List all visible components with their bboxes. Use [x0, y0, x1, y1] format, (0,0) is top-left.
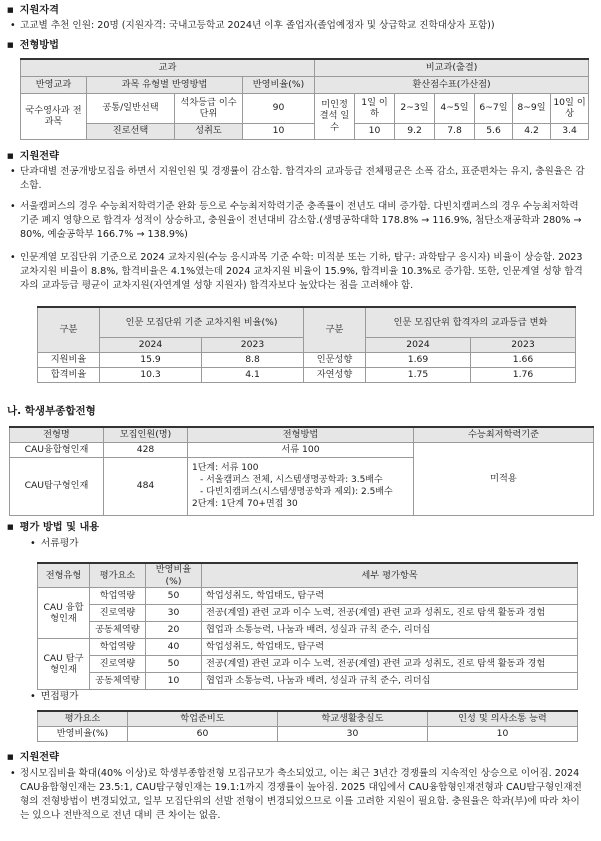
header-score-table: 환산점수표(가산점) [315, 76, 589, 93]
header-cross-ratio: 인문 모집단위 기준 교차지원 비율(%) [100, 307, 304, 337]
document-eval-subtitle: • 서류평가 [30, 537, 79, 551]
year-2023: 2023 [202, 337, 304, 352]
absent-col: 8~9일 [513, 93, 551, 123]
method-table [20, 58, 589, 140]
header-name: 전형명 [10, 427, 104, 442]
section-eligibility-title: ■ 지원자격 [7, 4, 59, 19]
detail: 전공(계열) 관련 교과 이수 노력, 전공(계열) 관련 교과 성취도, 진로 탐색 활동과 경험 [202, 656, 578, 673]
ratio: 50 [146, 656, 202, 673]
comprehensive-table [9, 426, 594, 516]
row2-method [188, 457, 414, 515]
ratio: 40 [146, 639, 202, 656]
element: 진로역량 [90, 605, 146, 622]
document-eval-table [37, 562, 578, 690]
absent-val: 5.6 [475, 123, 513, 139]
row2-ratio: 10 [243, 123, 315, 139]
cell: 8.8 [202, 352, 304, 367]
header-ratio: 반영비율(%) [243, 76, 315, 93]
cell: 1.66 [471, 352, 576, 367]
section-strategy2-title: ■ 지원전략 [7, 751, 59, 766]
absent-label: 미인정 결석 일수 [315, 93, 355, 139]
row1-ratio: 90 [243, 93, 315, 123]
ratio: 50 [146, 588, 202, 605]
row1-count: 428 [104, 442, 188, 457]
cell: 1.69 [366, 352, 471, 367]
header-min-criteria: 수능최저학력기준 [414, 427, 594, 442]
ratio-label: 반영비율(%) [38, 726, 128, 741]
cell: 10.3 [100, 367, 202, 382]
absent-val: 9.2 [395, 123, 435, 139]
strategy-bullet-3: • 인문계열 모집단위 기준으로 2024 교차지원(수능 응시과목 기준 수학: 미적분 또는 기하, 탐구: 과학탐구 응시자) 비율이 상승함. 2023 교차지원 비율이 8.8%, 합격비율은 4.1%였는데 2024 교차지원 비율이 15.9%, 합격비율 10.3%로 증가함. 또한, 인문계열 성향 합격자의 교과등급 평균이 교차지원(자연계열 성향 지원자) 합격자보다 높았다는 점을 고려해야 함. [20, 251, 587, 293]
ratio-school-life: 30 [278, 726, 428, 741]
header-bigyogwa: 비교과(출결) [315, 59, 589, 76]
absent-col: 1일 이하 [355, 93, 395, 123]
detail: 협업과 소통능력, 나눔과 배려, 성실과 규칙 준수, 리더십 [202, 622, 578, 639]
cross-apply-table [37, 306, 576, 383]
detail: 협업과 소통능력, 나눔과 배려, 성실과 규칙 준수, 리더십 [202, 673, 578, 690]
header-readiness: 학업준비도 [128, 711, 278, 726]
year-2024: 2024 [366, 337, 471, 352]
header-type: 전형유형 [38, 563, 90, 588]
cell: 15.9 [100, 352, 202, 367]
year-2024: 2024 [100, 337, 202, 352]
header-count: 모집인원(명) [104, 427, 188, 442]
row2-type: 진로선택 [87, 123, 175, 139]
year-2023: 2023 [471, 337, 576, 352]
header-grade-change: 인문 모집단위 합격자의 교과등급 변화 [366, 307, 576, 337]
section-method-title: ■ 전형방법 [7, 39, 59, 54]
davinci-campus-line: - 다빈치캠퍼스(시스템생명공학과 제외): 2.5배수 [200, 487, 393, 497]
row2-name: CAU탐구형인재 [10, 457, 104, 515]
strategy-bullet-1: • 단과대별 전공개방모집을 하면서 지원인원 및 경쟁률이 감소함. 합격자의 교과등급 전체평균은 소폭 감소, 표준편차는 유지, 충원율은 감소함. [20, 165, 587, 193]
strategy-bullet-2: • 서울캠퍼스의 경우 수능최저학력기준 완화 등으로 수능최저학력기준 충족률이 전년도 대비 증가함. 다빈치캠퍼스의 경우 수능최저학력기준 폐지 영향으로 합격자 성적이 상승하고, 충원율이 전년대비 감소함.(생명공학대학 178.8% → 116.9%, 첨단소재공학과 280% → 80%, 예술공학부 166.7% → 138.9%) [20, 200, 587, 242]
element: 학업역량 [90, 639, 146, 656]
ratio-readiness: 60 [128, 726, 278, 741]
cell: 1.75 [366, 367, 471, 382]
cell: 1.76 [471, 367, 576, 382]
row1-method: 석차등급 이수단위 [175, 93, 243, 123]
absent-val: 4.2 [513, 123, 551, 139]
header-kyogwa: 교과 [21, 59, 315, 76]
row-label: 자연성향 [304, 367, 366, 382]
interview-eval-subtitle: • 면접평가 [30, 690, 79, 704]
header-character: 인성 및 의사소통 능력 [428, 711, 578, 726]
min-criteria-value: 미적용 [414, 442, 594, 515]
detail: 전공(계열) 관련 교과 이수 노력, 전공(계열) 관련 교과 성취도, 진로 탐색 활동과 경험 [202, 605, 578, 622]
header-type-method: 과목 유형별 반영방법 [87, 76, 243, 93]
interview-eval-table [37, 710, 578, 742]
absent-col: 6~7일 [475, 93, 513, 123]
stage2-line: 2단계: 1단계 70+면접 30 [192, 499, 298, 510]
detail: 학업성취도, 학업태도, 탐구력 [202, 639, 578, 656]
header-gubun-right: 구분 [304, 307, 366, 352]
absent-col: 4~5일 [435, 93, 475, 123]
header-element: 평가요소 [90, 563, 146, 588]
row-label: 인문성향 [304, 352, 366, 367]
detail: 학업성취도, 학업태도, 탐구력 [202, 588, 578, 605]
header-subject: 반영교과 [21, 76, 87, 93]
row-label: 합격비율 [38, 367, 100, 382]
element: 진로역량 [90, 656, 146, 673]
row-label: 지원비율 [38, 352, 100, 367]
header-gubun-left: 구분 [38, 307, 100, 352]
eligibility-bullet: • 고교별 추천 인원: 20명 (지원자격: 국내고등학교 2024년 이후 졸업자(졸업예정자 및 상급학교 진학대상자 포함)) [20, 19, 587, 33]
element: 공동체역량 [90, 622, 146, 639]
section-strategy-title: ■ 지원전략 [7, 150, 59, 165]
header-detail: 세부 평가항목 [202, 563, 578, 588]
row2-count: 484 [104, 457, 188, 515]
row1-type: 공통/일반선택 [87, 93, 175, 123]
row2-method: 성취도 [175, 123, 243, 139]
absent-col: 2~3일 [395, 93, 435, 123]
subject-cell: 국수영사과 전 과목 [21, 93, 87, 139]
header-ratio: 반영비율(%) [146, 563, 202, 588]
element: 공동체역량 [90, 673, 146, 690]
section-evaluation-title: ■ 평가 방법 및 내용 [7, 521, 99, 536]
group-tamgu: CAU 탐구형인재 [38, 639, 90, 690]
strategy2-bullet: • 정시모집비율 확대(40% 이상)로 학생부종합전형 모집규모가 축소되었고, 이는 최근 3년간 경쟁률의 지속적인 상승으로 이어짐. 2024 CAU융합형인재는 23.5:1, CAU탐구형인재는 19.1:1까지 경쟁률이 높아짐. 2025 대입에서 CAU융합형인재전형과 CAU탐구형인재전형의 전형방법이 변경되었고, 일부 모집단위의 선발 전형이 변경되었으므로 이를 고려한 지원이 필요함. 충원율은 학과(부)에 따라 차이는 있으나 전반적으로 전년 대비 큰 차이는 없음. [20, 767, 587, 823]
row1-name: CAU융합형인재 [10, 442, 104, 457]
group-yunghap: CAU 융합형인재 [38, 588, 90, 639]
absent-val: 10 [355, 123, 395, 139]
header-method: 전형방법 [188, 427, 414, 442]
header-school-life: 학교생활충실도 [278, 711, 428, 726]
element: 학업역량 [90, 588, 146, 605]
header-element: 평가요소 [38, 711, 128, 726]
ratio: 20 [146, 622, 202, 639]
ratio: 10 [146, 673, 202, 690]
ratio-character: 10 [428, 726, 578, 741]
section-na-title: 나. 학생부종합전형 [7, 405, 96, 417]
ratio: 30 [146, 605, 202, 622]
cell: 4.1 [202, 367, 304, 382]
stage1-line: 1단계: 서류 100 [192, 462, 259, 473]
seoul-campus-line: - 서울캠퍼스 전체, 시스템생명공학과: 3.5배수 [200, 474, 383, 485]
absent-val: 3.4 [551, 123, 589, 139]
absent-val: 7.8 [435, 123, 475, 139]
absent-col: 10일 이상 [551, 93, 589, 123]
row1-method: 서류 100 [188, 442, 414, 457]
